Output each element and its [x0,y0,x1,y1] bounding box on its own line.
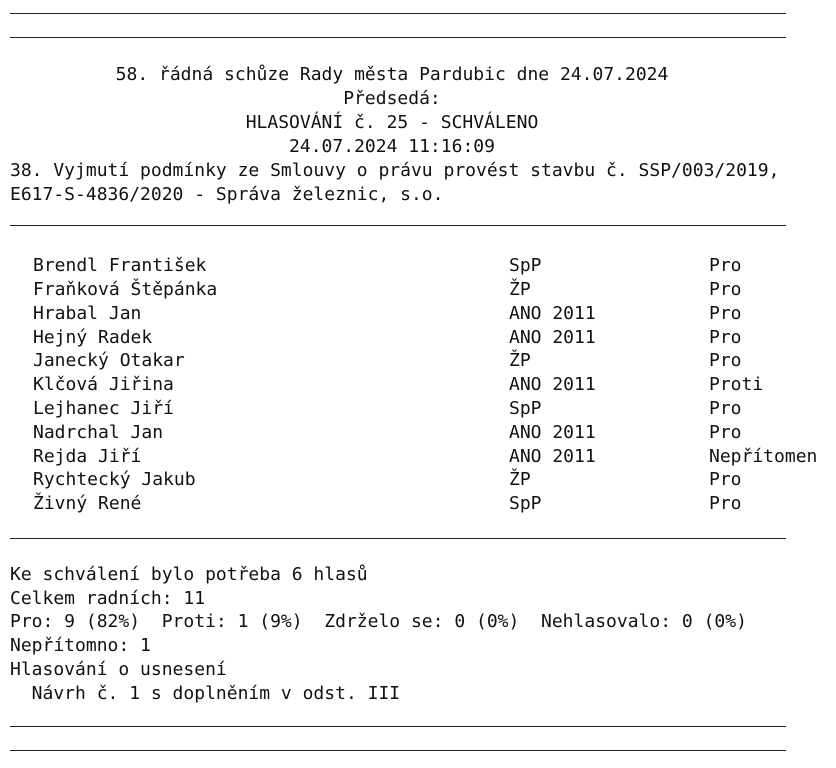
member-vote: Nepřítomen [709,446,818,467]
member-vote: Pro [709,279,742,300]
member-name: Klčová Jiřina [33,374,174,395]
member-party: ANO 2011 [509,327,596,348]
total-members: Celkem radních: 11 [10,588,206,609]
member-name: Rejda Jiří [33,446,142,467]
member-name: Janecký Otakar [33,350,185,371]
member-party: ŽP [509,279,531,300]
member-name: Živný René [33,493,142,514]
topic-line-1: 38. Vyjmutí podmínky ze Smlouvy o právu provést stavbu č. SSP/003/2019, [10,160,780,181]
vote-title: HLASOVÁNÍ č. 25 - SCHVÁLENO [245,112,539,133]
member-name: Lejhanec Jiří [33,398,174,419]
member-party: SpP [509,493,542,514]
member-vote: Proti [709,374,764,395]
top-rule-2 [10,37,786,38]
resolution-heading: Hlasování o usnesení [10,659,227,680]
member-name: Rychtecký Jakub [33,469,196,490]
member-party: ANO 2011 [509,422,596,443]
meeting-title: 58. řádná schůze Rady města Pardubic dne 24.07.2024 [115,64,669,85]
member-vote: Pro [709,493,742,514]
member-vote: Pro [709,350,742,371]
required-votes: Ke schválení bylo potřeba 6 hlasů [10,564,368,585]
member-vote: Pro [709,255,742,276]
bottom-rule-2 [10,750,786,751]
proposal-text: Návrh č. 1 s doplněním v odst. III [10,683,401,704]
header-rule [10,225,786,226]
member-party: ANO 2011 [509,446,596,467]
table-rule [10,538,786,539]
topic-line-2: E617-S-4836/2020 - Správa železnic, s.o. [10,184,444,205]
member-vote: Pro [709,422,742,443]
top-rule-1 [10,13,786,14]
member-vote: Pro [709,327,742,348]
member-party: SpP [509,255,542,276]
vote-results: Pro: 9 (82%) Proti: 1 (9%) Zdrželo se: 0 (0%) Nehlasovalo: 0 (0%) [10,611,747,632]
member-name: Hejný Radek [33,327,153,348]
member-party: ŽP [509,469,531,490]
bottom-rule-1 [10,726,786,727]
vote-timestamp: 24.07.2024 11:16:09 [289,136,495,157]
member-name: Nadrchal Jan [33,422,164,443]
member-vote: Pro [709,469,742,490]
member-name: Fraňková Štěpánka [33,279,218,300]
absent-count: Nepřítomno: 1 [10,635,151,656]
member-name: Hrabal Jan [33,303,142,324]
member-vote: Pro [709,303,742,324]
member-party: SpP [509,398,542,419]
chair-label: Předsedá: [343,88,441,109]
member-name: Brendl František [33,255,207,276]
member-vote: Pro [709,398,742,419]
member-party: ANO 2011 [509,303,596,324]
member-party: ANO 2011 [509,374,596,395]
member-party: ŽP [509,350,531,371]
